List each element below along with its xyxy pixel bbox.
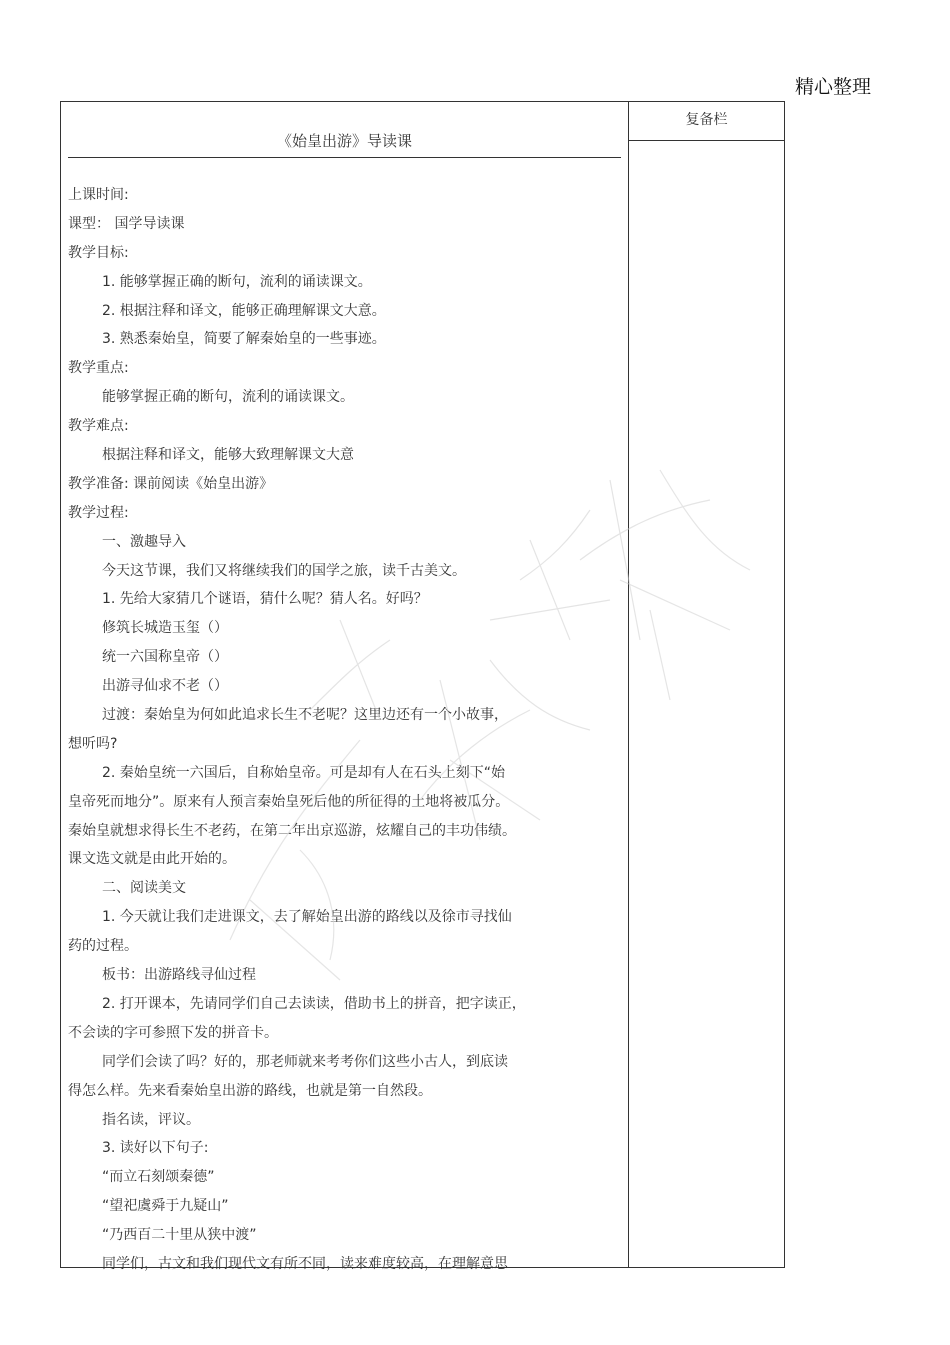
text-line: 板书：出游路线寻仙过程 <box>102 967 256 984</box>
text-line: 二、阅读美文 <box>102 880 186 897</box>
text-line: 2. 根据注释和译文，能够正确理解课文大意。 <box>102 302 386 319</box>
text-line: 2. 秦始皇统一六国后，自称始皇帝。可是却有人在石头上刻下“始 <box>102 764 506 781</box>
header-mark: 精心整理 <box>795 76 872 98</box>
text-line: 课型： 国学导读课 <box>68 215 185 232</box>
text-line: 教学重点: <box>68 360 129 377</box>
text-line: 上课时间: <box>68 187 129 203</box>
text-line: 1. 能够掌握正确的断句，流利的诵读课文。 <box>102 273 372 290</box>
text-line: 出游寻仙求不老（） <box>102 678 228 695</box>
text-line: 秦始皇就想求得长生不老药，在第二年出京巡游，炫耀自己的丰功伟绩。 <box>68 822 516 839</box>
text-line: 统一六国称皇帝（） <box>102 649 228 666</box>
text-line: “望祀虞舜于九疑山” <box>102 1198 229 1215</box>
text-line: 想听吗? <box>68 735 118 752</box>
text-line: 同学们，古文和我们现代文有所不同，读来难度较高，在理解意思 <box>102 1255 508 1272</box>
lesson-content <box>68 181 573 1279</box>
doc-title: 《始皇出游》导读课 <box>276 132 412 150</box>
text-line: 得怎么样。先来看秦始皇出游的路线，也就是第一自然段。 <box>68 1082 432 1099</box>
text-line: 1. 先给大家猜几个谜语，猜什么呢？猜人名。好吗？ <box>102 591 428 608</box>
text-line: 同学们会读了吗？好的，那老师就来考考你们这些小古人，到底读 <box>102 1053 508 1070</box>
text-line: 2. 打开课本，先请同学们自己去读读，借助书上的拼音，把字读正， <box>102 995 526 1012</box>
text-line: 课文选文就是由此开始的。 <box>68 851 236 868</box>
text-line: 今天这节课，我们又将继续我们的国学之旅，读千古美文。 <box>102 562 466 579</box>
text-line: 一、激趣导入 <box>102 533 186 550</box>
side-column-header-rule <box>628 140 785 141</box>
text-line: 教学难点: <box>68 418 129 435</box>
text-line: 不会读的字可参照下发的拼音卡。 <box>68 1024 278 1041</box>
text-line: 教学准备: 课前阅读《始皇出游》 <box>68 475 274 492</box>
text-line: 3. 读好以下句子: <box>102 1140 209 1157</box>
text-line: 药的过程。 <box>68 938 138 955</box>
lesson-table <box>60 101 785 1272</box>
column-divider <box>628 102 629 1267</box>
text-line: 皇帝死而地分”。原来有人预言秦始皇死后他的所征得的土地将被瓜分。 <box>68 793 510 810</box>
text-line: 能够掌握正确的断句，流利的诵读课文。 <box>102 389 354 406</box>
text-line: 根据注释和译文，能够大致理解课文大意 <box>102 447 354 464</box>
text-line: 1. 今天就让我们走进课文，去了解始皇出游的路线以及徐市寻找仙 <box>102 909 512 926</box>
text-line: 指名读，评议。 <box>102 1111 200 1128</box>
text-line: 教学过程: <box>68 504 129 521</box>
text-line: “乃西百二十里从狭中渡” <box>102 1227 257 1244</box>
text-line: 修筑长城造玉玺（） <box>102 620 228 637</box>
text-line: 教学目标: <box>68 244 129 261</box>
text-line: 3. 熟悉秦始皇，简要了解秦始皇的一些事迹。 <box>102 331 386 348</box>
text-line: 过渡：秦始皇为何如此追求长生不老呢？这里边还有一个小故事， <box>102 707 508 724</box>
text-line: “而立石刻颂秦德” <box>102 1169 215 1186</box>
side-column-title: 复备栏 <box>685 112 728 128</box>
title-underline <box>68 157 621 158</box>
